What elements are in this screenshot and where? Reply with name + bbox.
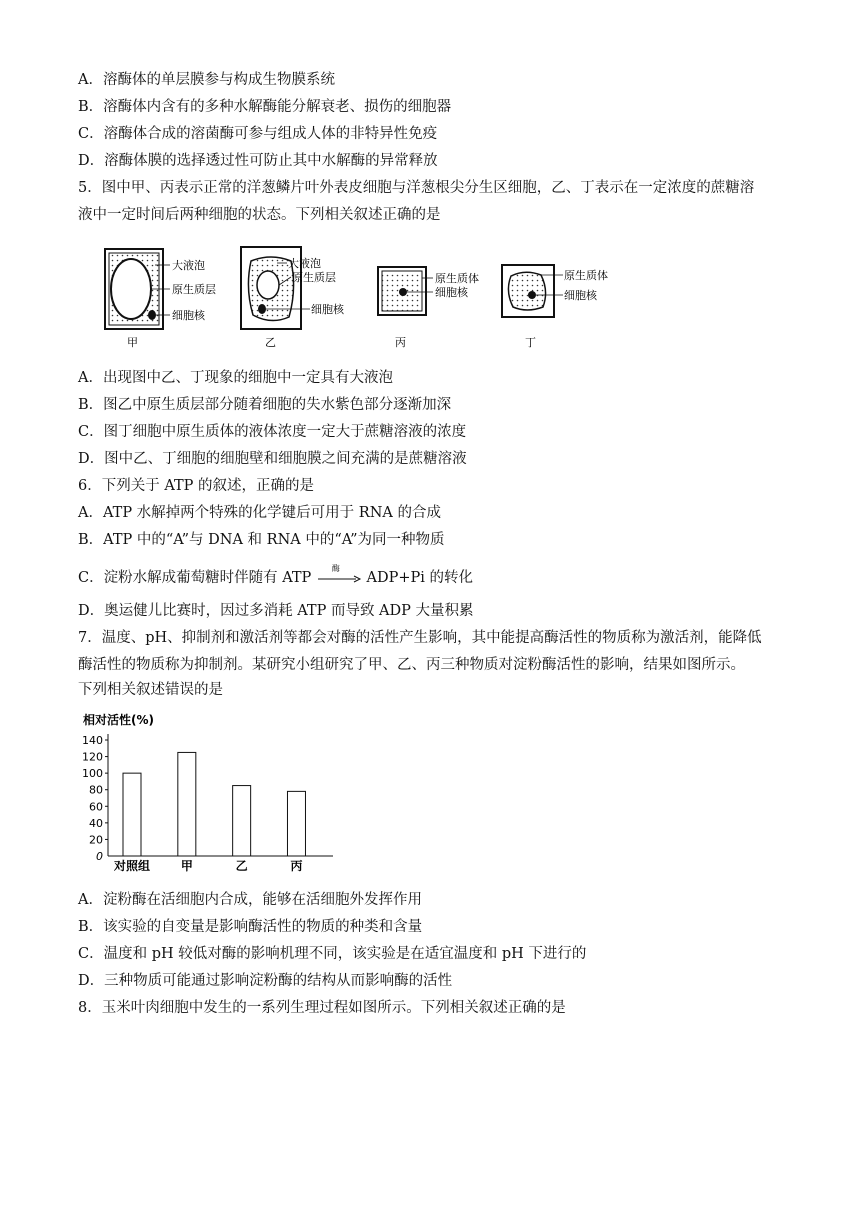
yi-label-nucleus: 细胞核 <box>311 303 344 316</box>
jia-label-protoplast-layer: 原生质层 <box>172 283 216 296</box>
q6-option-a: A．ATP 水解掉两个特殊的化学键后可用于 RNA 的合成 <box>78 505 441 521</box>
q7-stem-line3: 下列相关叙述错误的是 <box>78 682 223 698</box>
y-tick-label: 60 <box>89 800 103 814</box>
q7-stem-line2: 酶活性的物质称为抑制剂。某研究小组研究了甲、乙、丙三种物质对淀粉酶活性的影响，结果如图所示。 <box>78 657 745 673</box>
jia-caption: 甲 <box>127 336 138 349</box>
q5-option-b: B．图乙中原生质层部分随着细胞的失水紫色部分逐渐加深 <box>78 397 452 413</box>
bing-caption: 丙 <box>395 336 406 349</box>
bar <box>233 786 251 856</box>
jia-label-vacuole: 大液泡 <box>172 259 205 272</box>
y-tick-label: 40 <box>89 816 103 830</box>
x-tick-label: 对照组 <box>113 859 151 873</box>
ding-label-nucleus: 细胞核 <box>564 289 597 302</box>
jia-label-nucleus: 细胞核 <box>172 309 205 322</box>
yi-label-protoplast-layer: 原生质层 <box>292 271 336 284</box>
q6-option-b: B．ATP 中的“A”与 DNA 和 RNA 中的“A”为同一种物质 <box>78 532 445 548</box>
y-tick-label: 140 <box>82 734 103 747</box>
y-tick-label: 20 <box>89 833 103 847</box>
q7-option-a: A．淀粉酶在活细胞内合成，能够在活细胞外发挥作用 <box>78 892 422 908</box>
bing-label-nucleus: 细胞核 <box>435 286 468 299</box>
y-tick-label: 120 <box>82 750 103 764</box>
cell-bing <box>378 267 479 349</box>
cell-figure <box>95 243 620 353</box>
q4-option-b: B．溶酶体内含有的多种水解酶能分解衰老、损伤的细胞器 <box>78 99 452 115</box>
q5-stem-line1: 5．图中甲、丙表示正常的洋葱鳞片叶外表皮细胞与洋葱根尖分生区细胞，乙、丁表示在一定浓度的蔗糖溶 <box>78 180 755 196</box>
cell-ding <box>502 265 608 349</box>
bar <box>287 791 305 856</box>
y-tick-label: 100 <box>82 767 103 781</box>
ding-caption: 丁 <box>525 336 536 349</box>
q4-option-c: C．溶酶体合成的溶菌酶可参与组成人体的非特异性免疫 <box>78 126 438 142</box>
q5-option-a: A．出现图中乙、丁现象的细胞中一定具有大液泡 <box>78 370 393 386</box>
bar <box>178 752 196 856</box>
q5-option-d: D．图中乙、丁细胞的细胞壁和细胞膜之间充满的是蔗糖溶液 <box>78 451 467 467</box>
enzyme-arrow <box>316 564 362 585</box>
q6-stem: 6．下列关于 ATP 的叙述，正确的是 <box>78 478 315 494</box>
q7-option-b: B．该实验的自变量是影响酶活性的物质的种类和含量 <box>78 919 423 935</box>
right-arrow-icon <box>316 574 362 584</box>
ding-label-protoplast: 原生质体 <box>564 269 608 282</box>
q7-option-c: C．温度和 pH 较低对酶的影响机理不同，该实验是在适宜温度和 pH 下进行的 <box>78 946 587 962</box>
q8-stem: 8．玉米叶肉细胞中发生的一系列生理过程如图所示。下列相关叙述正确的是 <box>78 1000 566 1016</box>
activity-bar-chart <box>78 710 338 880</box>
q5-stem-line2: 液中一定时间后两种细胞的状态。下列相关叙述正确的是 <box>78 207 441 223</box>
yi-label-vacuole: 大液泡 <box>288 257 321 270</box>
q5-option-c: C．图丁细胞中原生质体的液体浓度一定大于蔗糖溶液的浓度 <box>78 424 467 440</box>
chart-ylabel: 相对活性(%) <box>83 713 154 727</box>
cell-yi <box>241 247 345 349</box>
x-tick-label: 乙 <box>235 859 248 873</box>
enzyme-label: 酶 <box>331 564 340 573</box>
x-tick-label: 甲 <box>180 859 193 873</box>
q6-option-c-post: ADP+Pi 的转化 <box>366 570 474 586</box>
q4-option-d: D．溶酶体膜的选择透过性可防止其中水解酶的异常释放 <box>78 153 438 169</box>
y-tick-label: 80 <box>89 783 103 797</box>
q6-option-d: D．奥运健儿比赛时，因过多消耗 ATP 而导致 ADP 大量积累 <box>78 603 474 619</box>
q6-option-c <box>78 564 474 588</box>
q6-option-c-pre: C．淀粉水解成葡萄糖时伴随有 ATP <box>78 570 312 586</box>
bar <box>123 773 141 856</box>
q4-option-a: A．溶酶体的单层膜参与构成生物膜系统 <box>78 72 335 88</box>
q7-stem-line1: 7．温度、pH、抑制剂和激活剂等都会对酶的活性产生影响，其中能提高酶活性的物质称为激活剂，能降低 <box>78 630 762 646</box>
q7-option-d: D．三种物质可能通过影响淀粉酶的结构从而影响酶的活性 <box>78 973 453 989</box>
cell-jia <box>105 249 216 349</box>
yi-caption: 乙 <box>265 336 276 349</box>
bing-label-protoplast: 原生质体 <box>435 272 479 285</box>
y-tick-label: 0 <box>96 850 103 863</box>
x-tick-label: 丙 <box>290 859 303 873</box>
